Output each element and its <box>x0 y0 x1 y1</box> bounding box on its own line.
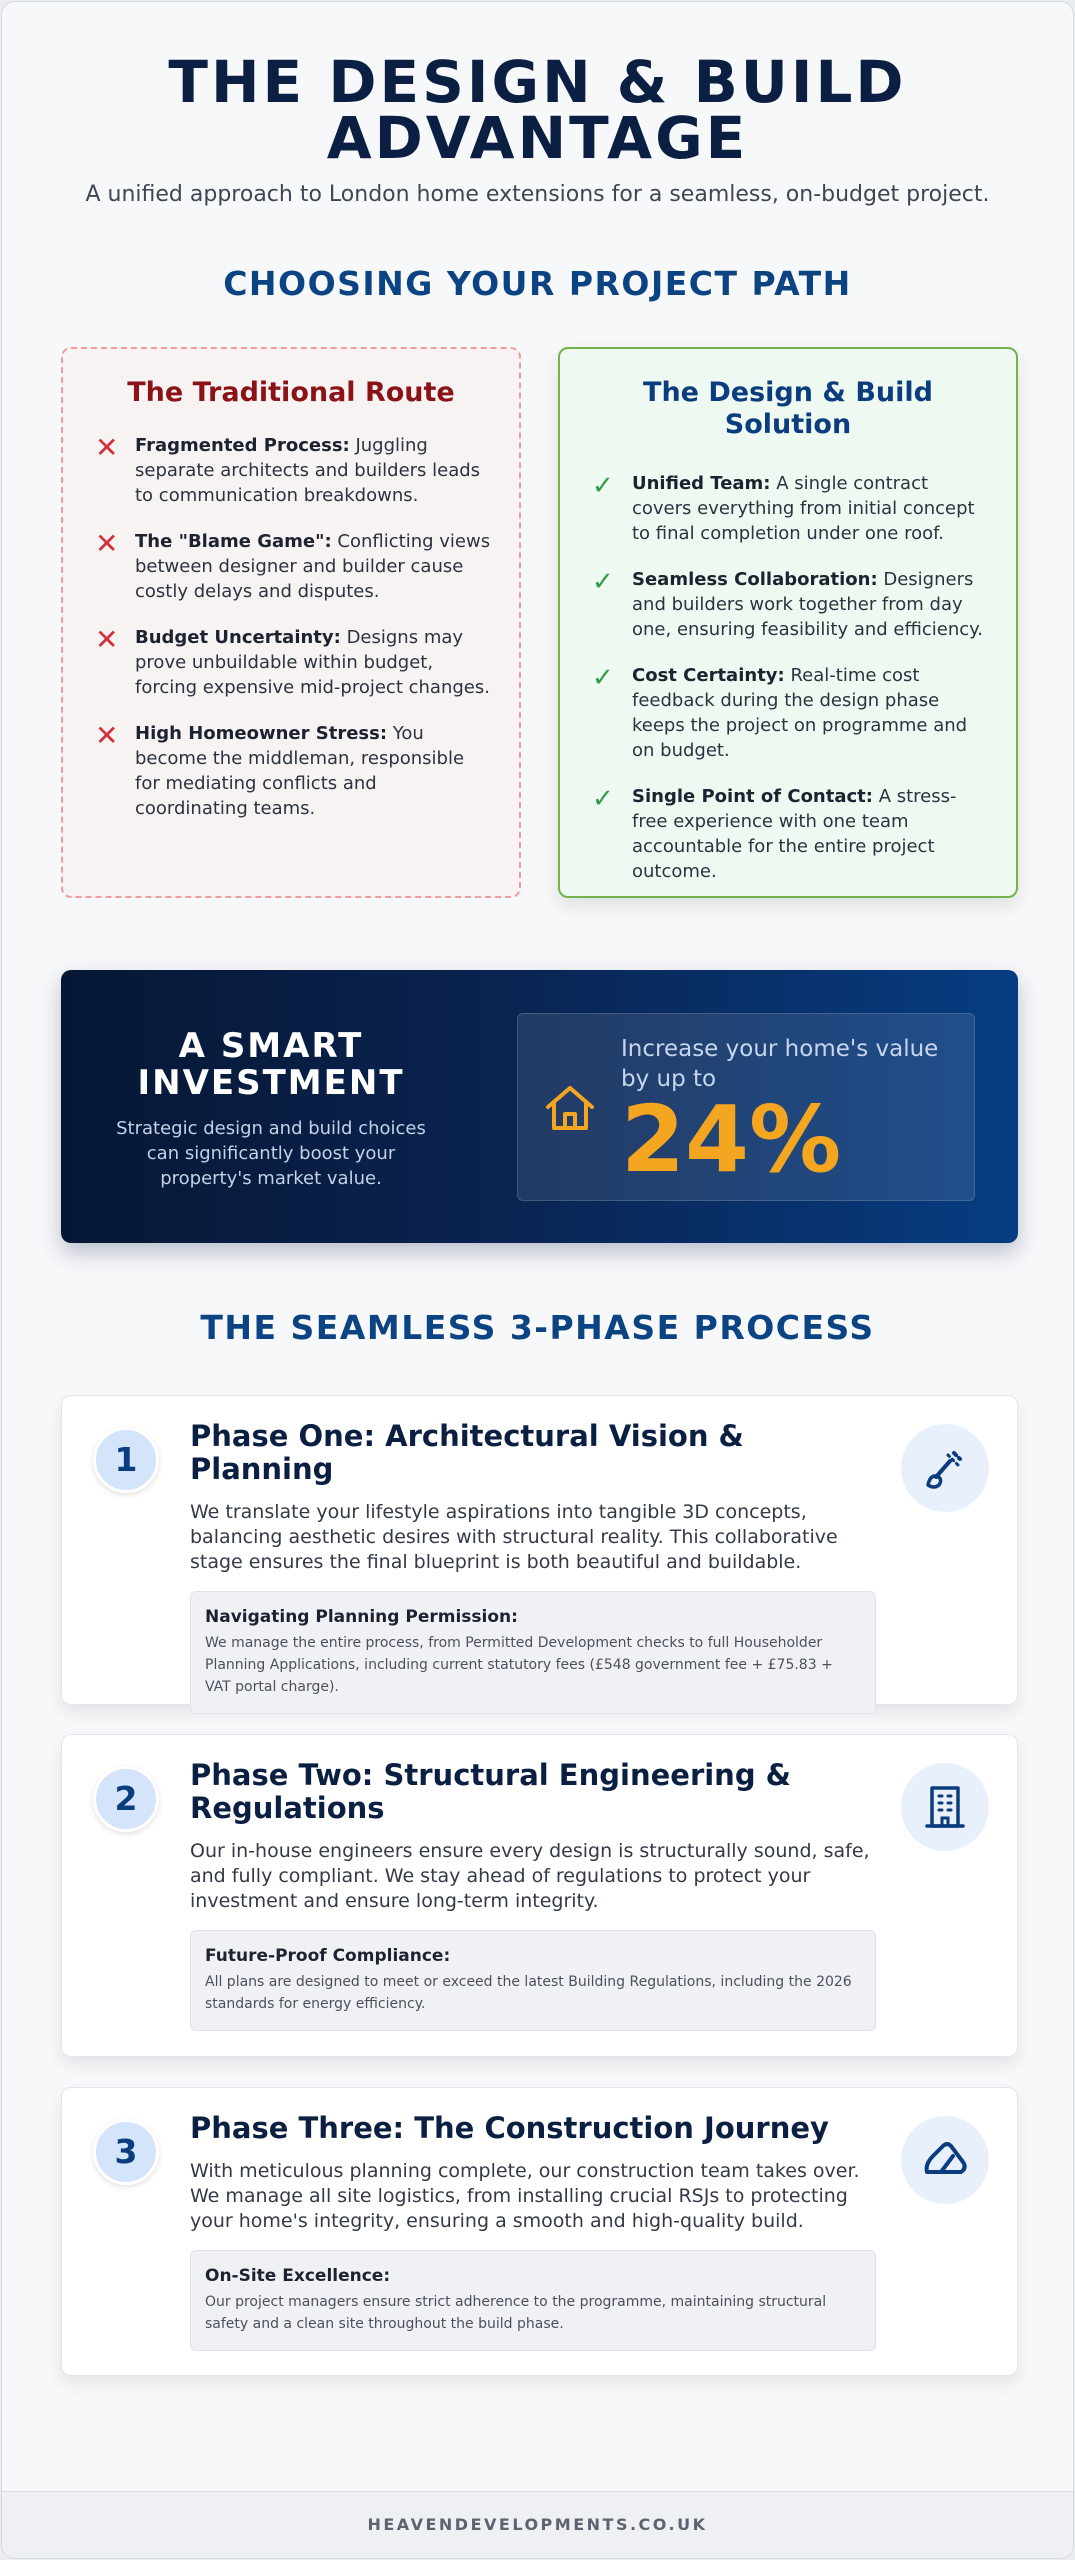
phase-content <box>190 2112 876 2351</box>
hard-hat-icon <box>901 2116 989 2204</box>
investment-description: Strategic design and build choices can significantly boost your property's market value. <box>116 1118 426 1189</box>
phase-note-text: We manage the entire process, from Permitted Development checks to full Householder Planning Applications, including current statutory fees (£548 government fee + £75.83 + VAT portal charge). <box>205 1635 833 1695</box>
list-item-text: Seamless Collaboration: Designers and builders work together from day one, ensuring feasibility and efficiency. <box>632 569 983 640</box>
value-increase-label: Increase your home's value by up to <box>621 1036 939 1092</box>
checkmark-icon: ✓ <box>592 663 614 693</box>
list-item <box>91 529 491 604</box>
design-build-list <box>588 471 988 884</box>
phase-note <box>190 2250 876 2351</box>
investment-banner <box>61 970 1018 1243</box>
phase-number-badge: 1 <box>93 1427 159 1493</box>
list-item <box>588 784 988 884</box>
page-title-line-1: THE DESIGN & BUILD <box>168 48 907 116</box>
design-build-heading: The Design & Build Solution <box>643 377 933 440</box>
list-item <box>91 721 491 821</box>
list-item <box>91 433 491 508</box>
phase-note <box>190 1591 876 1714</box>
checkmark-icon: ✓ <box>592 471 614 501</box>
checkmark-icon: ✓ <box>592 567 614 597</box>
building-icon-glyph <box>920 1782 970 1832</box>
list-item-text: Budget Uncertainty: Designs may prove unbuildable within budget, forcing expensive mid-project changes. <box>135 627 490 698</box>
design-pen-icon <box>901 1424 989 1512</box>
phase-card-1 <box>61 1395 1018 1705</box>
page-title <box>2 48 1073 172</box>
hard-hat-icon-glyph <box>919 2134 971 2186</box>
phase-number-badge: 2 <box>93 1766 159 1832</box>
phase-description: We translate your lifestyle aspirations into tangible 3D concepts, balancing aesthetic desires with structural reality. This collaborative stage ensures the final blueprint is both beautiful and buildable. <box>190 1501 838 1573</box>
list-item <box>588 567 988 642</box>
traditional-route-heading: The Traditional Route <box>127 377 455 408</box>
phase-note-text: All plans are designed to meet or exceed the latest Building Regulations, including the 2026 standards for energy efficiency. <box>205 1974 852 2012</box>
list-item <box>91 625 491 700</box>
phase-title: Phase Three: The Construction Journey <box>190 2111 829 2145</box>
footer-site-url[interactable]: HEAVENDEVELOPMENTS.CO.UK <box>2 2491 1073 2559</box>
phase-note-title: Navigating Planning Permission: <box>205 1607 518 1627</box>
x-mark-icon: ✕ <box>95 719 119 752</box>
phase-number-badge: 3 <box>93 2119 159 2185</box>
investment-summary <box>101 1028 441 1191</box>
process-heading: THE SEAMLESS 3-PHASE PROCESS <box>200 1308 875 1347</box>
list-item <box>588 471 988 546</box>
phase-description: Our in-house engineers ensure every design is structurally sound, safe, and fully compliant. We stay ahead of regulations to protect your investment and ensure long-term integrity. <box>190 1840 870 1912</box>
list-item-text: Fragmented Process: Juggling separate architects and builders leads to communication breakdowns. <box>135 435 481 506</box>
x-mark-icon: ✕ <box>95 527 119 560</box>
list-item-text: Unified Team: A single contract covers everything from initial concept to final completion under one roof. <box>632 473 975 544</box>
value-increase-box <box>517 1013 975 1201</box>
list-item-text: High Homeowner Stress: You become the middleman, responsible for mediating conflicts and coordinating teams. <box>135 723 465 819</box>
list-item-text: Single Point of Contact: A stress-free experience with one team accountable for the entire project outcome. <box>632 786 957 882</box>
traditional-route-card <box>61 347 521 898</box>
page-title-line-2: ADVANTAGE <box>326 104 749 172</box>
list-item-text: The "Blame Game": Conflicting views between designer and builder cause costly delays and disputes. <box>135 531 491 602</box>
design-build-card <box>558 347 1018 898</box>
phase-card-3 <box>61 2087 1018 2376</box>
phase-content <box>190 1759 876 2031</box>
page <box>1 1 1074 2559</box>
investment-title: A SMART INVESTMENT <box>137 1026 405 1103</box>
checkmark-icon: ✓ <box>592 784 614 814</box>
x-mark-icon: ✕ <box>95 431 119 464</box>
design-pen-icon-glyph <box>920 1443 970 1493</box>
phase-note <box>190 1930 876 2031</box>
project-path-heading: CHOOSING YOUR PROJECT PATH <box>223 264 852 303</box>
phase-content <box>190 1420 876 1714</box>
phase-note-title: On-Site Excellence: <box>205 2266 391 2286</box>
list-item <box>588 663 988 763</box>
phase-title: Phase Two: Structural Engineering & Regulations <box>190 1758 791 1825</box>
list-item-text: Cost Certainty: Real-time cost feedback during the design phase keeps the project on programme and on budget. <box>632 665 968 761</box>
phase-title: Phase One: Architectural Vision & Planning <box>190 1419 744 1486</box>
house-icon <box>542 1080 598 1136</box>
page-subtitle: A unified approach to London home extensions for a seamless, on-budget project. <box>85 182 990 207</box>
x-mark-icon: ✕ <box>95 623 119 656</box>
value-increase-percent: 24% <box>621 1086 842 1193</box>
phase-card-2 <box>61 1734 1018 2057</box>
traditional-route-list <box>91 433 491 821</box>
phase-note-title: Future-Proof Compliance: <box>205 1946 451 1966</box>
phase-description: With meticulous planning complete, our construction team takes over. We manage all site logistics, from installing crucial RSJs to protecting your home's integrity, ensuring a smooth and high-quality build. <box>190 2160 860 2232</box>
phase-note-text: Our project managers ensure strict adherence to the programme, maintaining structural safety and a clean site throughout the build phase. <box>205 2294 827 2332</box>
building-icon <box>901 1763 989 1851</box>
